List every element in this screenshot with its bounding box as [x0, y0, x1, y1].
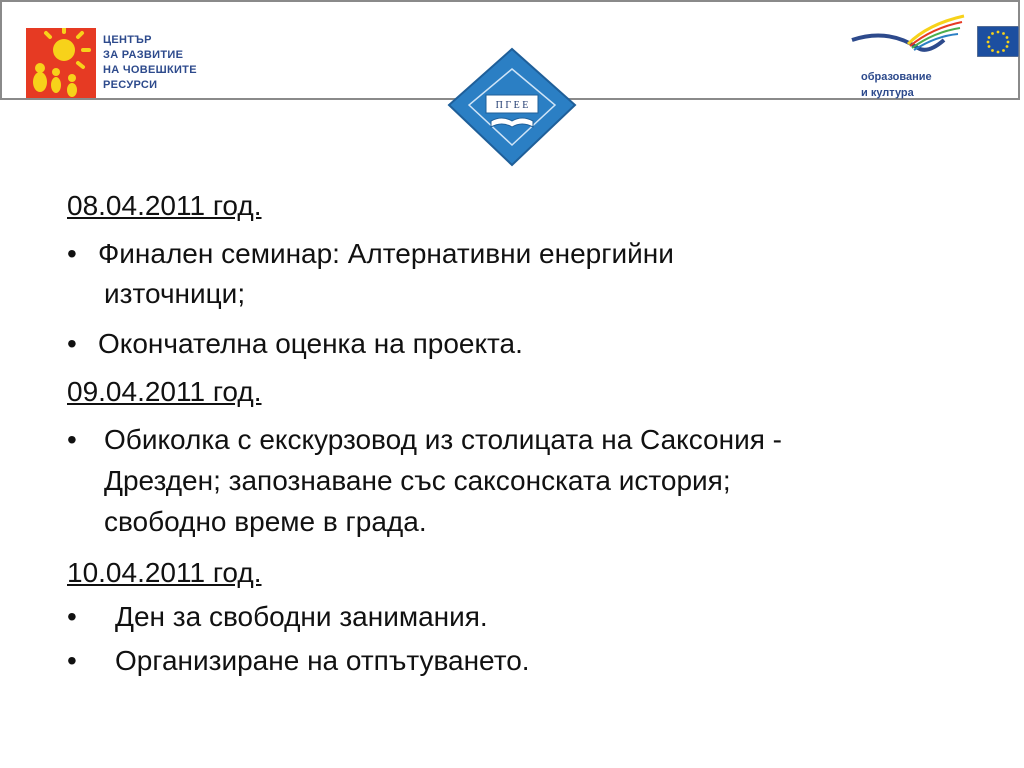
- schedule-item-text: Ден за свободни занимания.: [115, 601, 488, 632]
- schedule-item-text: Финален семинар: Алтернативни енергийни: [98, 238, 674, 269]
- schedule-item-text: Дрезден; запознаване със саксонската история;: [104, 465, 731, 496]
- program-line: и култура: [861, 87, 914, 99]
- schedule-item-text: свободно време в града.: [104, 506, 427, 537]
- program-line: образование: [861, 71, 932, 83]
- schedule-item-text: Обиколка с екскурзовод из столицата на Саксония -: [104, 424, 782, 455]
- bullet-icon: •: [67, 424, 77, 455]
- bullet-icon: •: [67, 238, 77, 269]
- emblem-letters: П Г Е Е: [495, 100, 529, 111]
- schedule-item-text: Окончателна оценка на проекта.: [98, 328, 523, 359]
- date-heading: 09.04.2011 год.: [67, 376, 262, 407]
- date-heading: 08.04.2011 год.: [67, 190, 262, 221]
- bullet-icon: •: [67, 645, 77, 676]
- org-line: НА ЧОВЕШКИТЕ: [103, 64, 197, 76]
- bullet-icon: •: [67, 601, 77, 632]
- org-line: ЦЕНТЪР: [103, 34, 152, 46]
- bullet-icon: •: [67, 328, 77, 359]
- schedule-item-text: източници;: [104, 278, 246, 309]
- org-line: ЗА РАЗВИТИЕ: [103, 49, 184, 61]
- org-line: РЕСУРСИ: [103, 79, 158, 91]
- date-heading: 10.04.2011 год.: [67, 557, 262, 588]
- schedule-item-text: Организиране на отпътуването.: [115, 645, 530, 676]
